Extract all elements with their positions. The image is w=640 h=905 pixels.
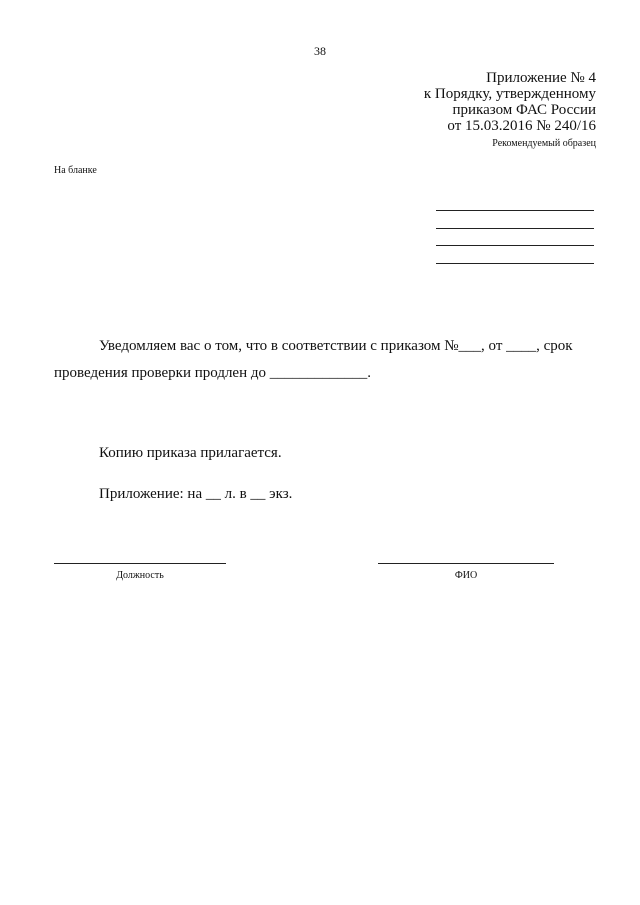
appendix-line: от 15.03.2016 № 240/16 <box>447 118 596 134</box>
appendix-line: приказом ФАС России <box>452 102 596 118</box>
name-signature-line <box>378 563 554 564</box>
notification-paragraph: Уведомляем вас о том, что в соответствии с приказом №___, от ____, срок проведения проверки продлен до _____________. <box>54 338 573 381</box>
copy-attached-paragraph: Копию приказа прилагается. <box>99 445 282 461</box>
attachment-paragraph: Приложение: на __ л. в __ экз. <box>99 486 293 502</box>
letterhead-note: На бланке <box>54 165 97 176</box>
sample-note: Рекомендуемый образец <box>492 138 596 149</box>
addressee-line <box>436 210 594 211</box>
addressee-line <box>436 245 594 246</box>
addressee-line <box>436 263 594 264</box>
position-signature-line <box>54 563 226 564</box>
addressee-line <box>436 228 594 229</box>
name-label: ФИО <box>454 570 478 581</box>
page-number: 38 <box>314 44 326 58</box>
appendix-line: к Порядку, утвержденному <box>423 86 596 102</box>
appendix-header <box>336 70 596 134</box>
appendix-line: Приложение № 4 <box>486 70 596 86</box>
position-label: Должность <box>116 570 164 581</box>
